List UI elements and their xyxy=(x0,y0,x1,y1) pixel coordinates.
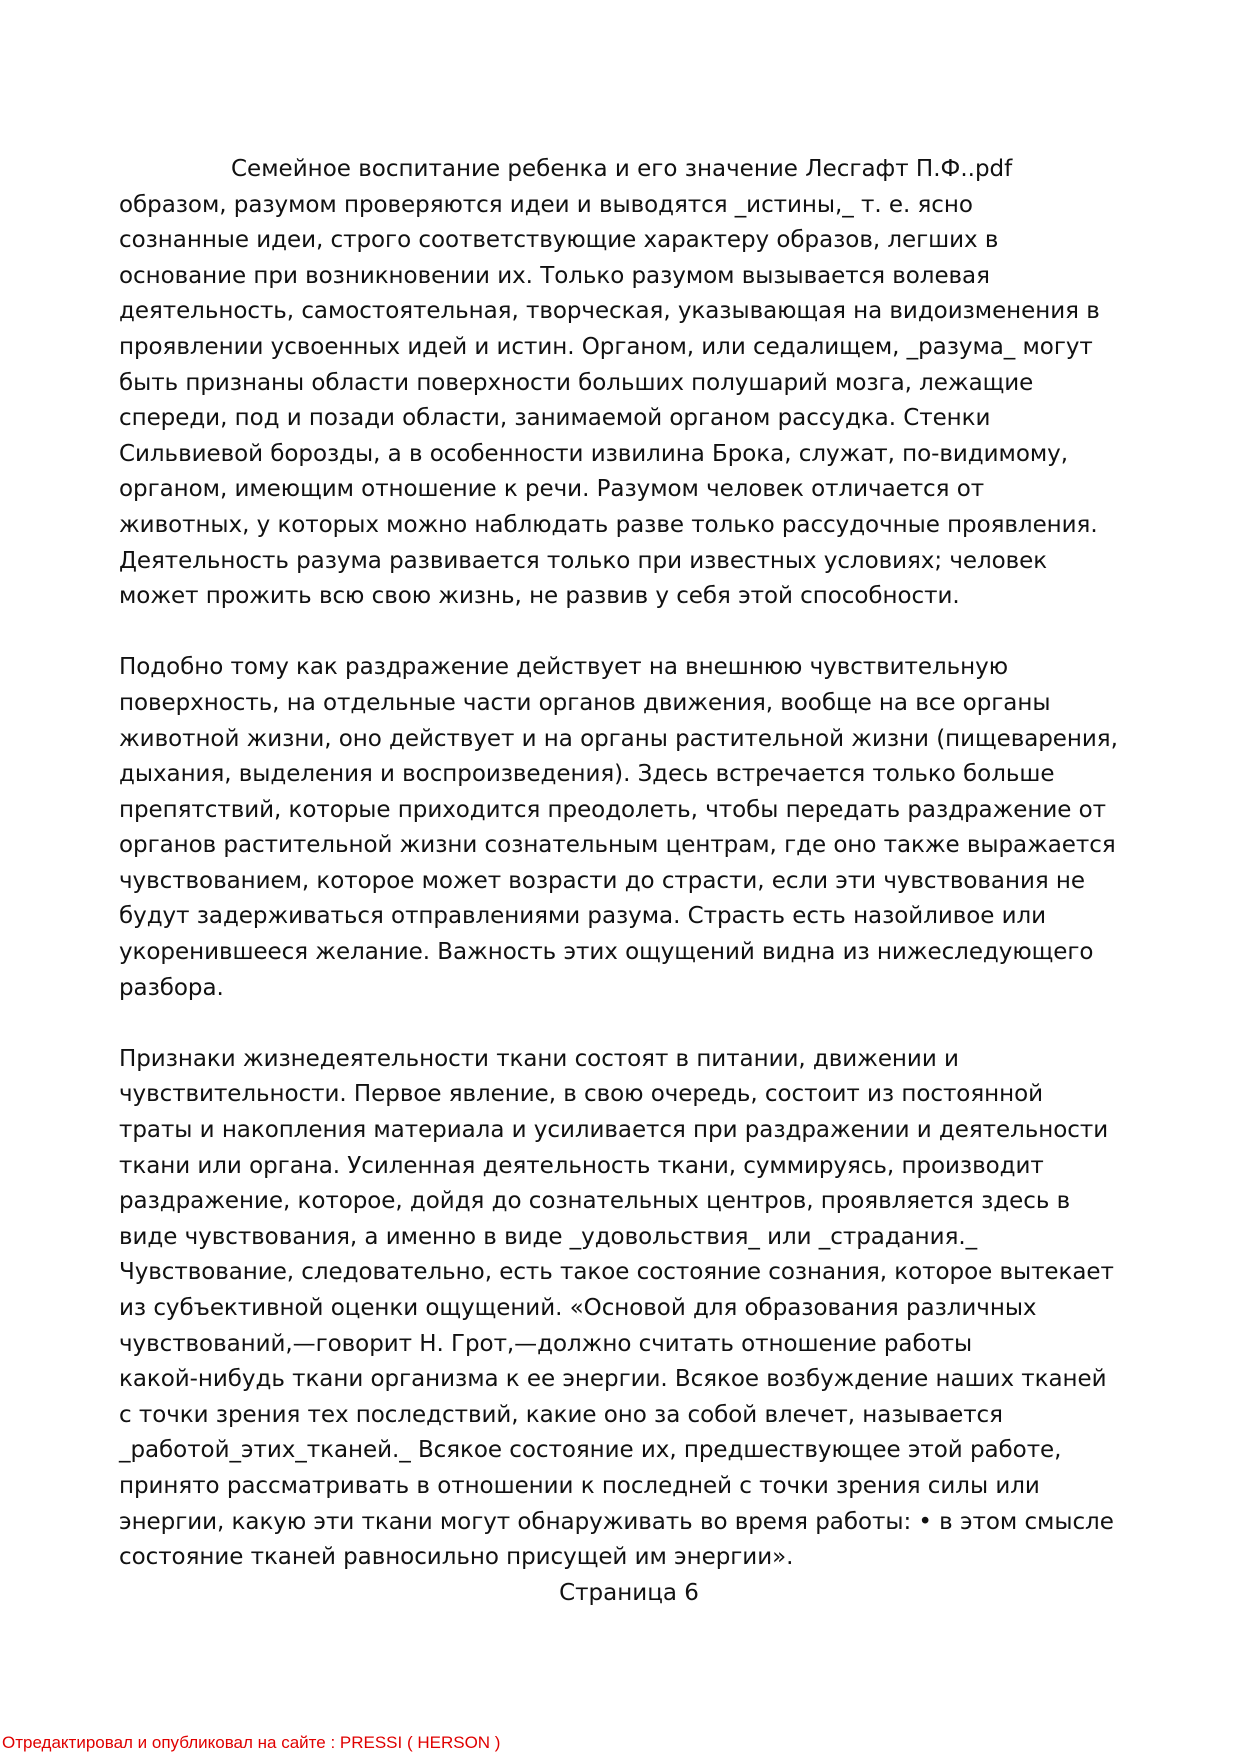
text-line: какой-нибудь ткани организма к ее энергии. Всякое возбуждение наших тканей xyxy=(119,1366,1107,1393)
text-line: энергии, какую эти ткани могут обнаруживать во время работы: • в этом смысле xyxy=(119,1508,1114,1535)
text-line: из субъективной оценки ощущений. «Основой для образования различных xyxy=(119,1295,1037,1321)
text-line: с точки зрения тех последствий, какие оно за собой влечет, называется xyxy=(119,1401,1003,1428)
text-line: Сильвиевой борозды, а в особенности извилина Брока, служат, по-видимому, xyxy=(119,440,1068,467)
text-line: животной жизни, оно действует и на органы растительной жизни (пищеварения, xyxy=(119,725,1118,752)
text-line: может прожить всю свою жизнь, не развив у себя этой способности. xyxy=(119,583,960,610)
text-line: органов растительной жизни сознательным центрам, где оно также выражается xyxy=(119,832,1116,859)
text-line: сознанные идеи, строго соответствующие характеру образов, легших в xyxy=(119,227,999,254)
text-line: Признаки жизнедеятельности ткани состоят в питании, движении и xyxy=(119,1045,959,1072)
text-line: поверхность, на отдельные части органов движения, вообще на все органы xyxy=(119,689,1051,716)
text-line: состояние тканей равносильно присущей им энергии». xyxy=(119,1544,794,1571)
text-line: чувствованием, которое может возрасти до страсти, если эти чувствования не xyxy=(119,867,1085,894)
text-line: быть признаны области поверхности больших полушарий мозга, лежащие xyxy=(119,369,1034,396)
text-line: траты и накопления материала и усиливается при раздражении и деятельности xyxy=(119,1117,1109,1144)
paragraph-3 xyxy=(119,1042,1139,1576)
paragraph-spacer xyxy=(119,1006,1139,1042)
text-line: _работой_этих_тканей._ Всякое состояние их, предшествующее этой работе, xyxy=(119,1437,1062,1464)
text-line: Подобно тому как раздражение действует на внешнюю чувствительную xyxy=(119,654,1009,681)
text-line: виде чувствования, а именно в виде _удовольствия_ или _страдания._ xyxy=(119,1223,978,1250)
text-line: будут задерживаться отправлениями разума. Страсть есть назойливое или xyxy=(119,903,1047,930)
text-line: животных, у которых можно наблюдать разве только рассудочные проявления. xyxy=(119,511,1098,538)
document-title: Семейное воспитание ребенка и его значение Лесгафт П.Ф..pdf xyxy=(231,156,1013,182)
text-line: раздражение, которое, дойдя до сознательных центров, проявляется здесь в xyxy=(119,1188,1071,1215)
paragraph-2 xyxy=(119,650,1139,1006)
text-line: основание при возникновении их. Только разумом вызывается волевая xyxy=(119,262,990,289)
text-line: органом, имеющим отношение к речи. Разумом человек отличается от xyxy=(119,476,985,503)
page-number: Страница 6 xyxy=(559,1579,699,1606)
text-line: Деятельность разума развивается только при известных условиях; человек xyxy=(119,547,1048,574)
paragraph-1 xyxy=(119,188,1139,615)
text-line: Чувствование, следовательно, есть такое состояние сознания, которое вытекает xyxy=(119,1259,1114,1286)
text-line: дыхания, выделения и воспроизведения). Здесь встречается только больше xyxy=(119,761,1055,788)
text-line: ткани или органа. Усиленная деятельность ткани, суммируясь, производит xyxy=(119,1152,1044,1179)
text-line: образом, разумом проверяются идеи и выводятся _истины,_ т. е. ясно xyxy=(119,191,973,218)
paragraph-spacer xyxy=(119,615,1139,651)
text-line: чувствительности. Первое явление, в свою очередь, состоит из постоянной xyxy=(119,1081,1043,1108)
text-line: деятельность, самостоятельная, творческая, указывающая на видоизменения в xyxy=(119,298,1100,325)
document-body xyxy=(119,152,1139,1611)
text-line: проявлении усвоенных идей и истин. Органом, или седалищем, _разума_ могут xyxy=(119,333,1093,360)
text-line: принято рассматривать в отношении к последней с точки зрения силы или xyxy=(119,1472,1040,1499)
footer-credit: Отредактировал и опубликовал на сайте : PRESSI ( HERSON ) xyxy=(2,1733,501,1752)
text-line: чувствований,—говорит Н. Грот,—должно считать отношение работы xyxy=(119,1330,973,1357)
text-line: укоренившееся желание. Важность этих ощущений видна из нижеследующего xyxy=(119,939,1094,966)
text-line: препятствий, которые приходится преодолеть, чтобы передать раздражение от xyxy=(119,796,1106,823)
text-line: спереди, под и позади области, занимаемой органом рассудка. Стенки xyxy=(119,405,991,432)
text-line: разбора. xyxy=(119,974,224,1001)
